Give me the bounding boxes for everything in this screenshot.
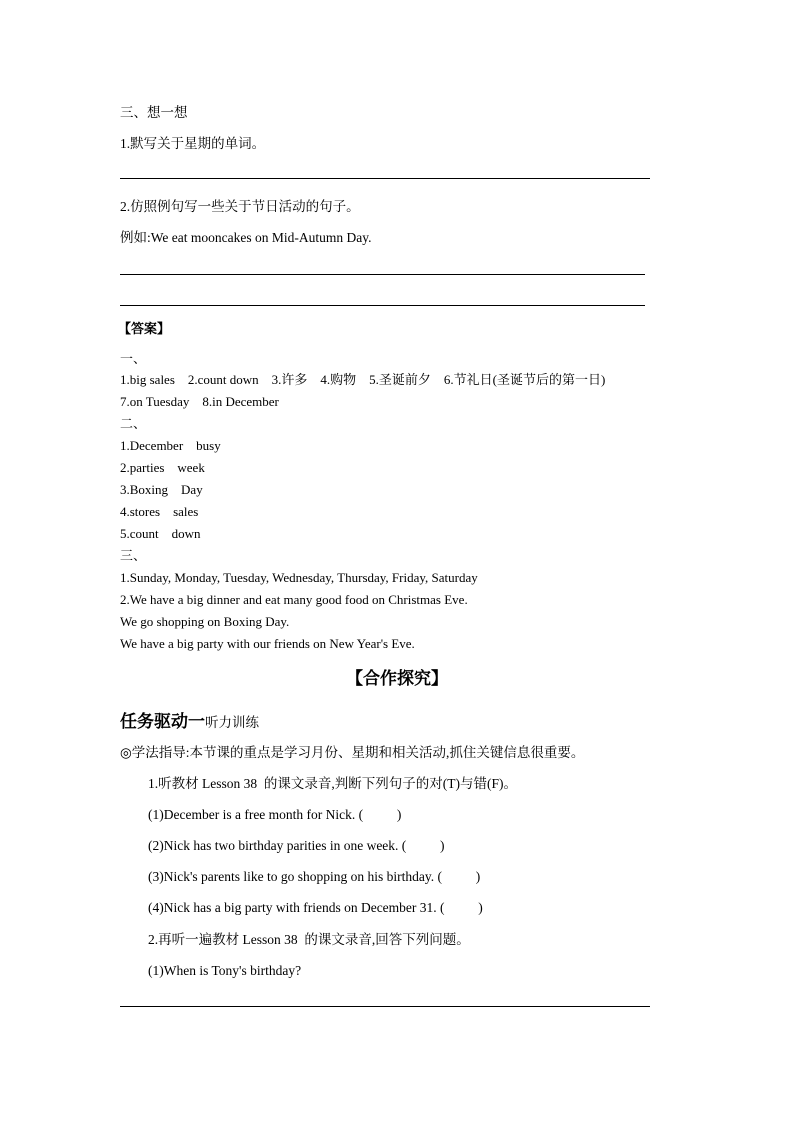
answers-section-3-line: We have a big party with our friends on New Year's Eve.	[120, 636, 415, 651]
answers-section-2-line: 5.count down	[120, 526, 201, 541]
answers-section-1: 一、	[120, 351, 147, 366]
task-heading	[120, 707, 259, 732]
answer-line[interactable]	[120, 305, 645, 306]
answers-section-3: 三、	[120, 548, 147, 563]
part3-question-1: 1.默写关于星期的单词。	[120, 136, 266, 151]
answers-section-2-line: 2.parties week	[120, 460, 205, 475]
task-heading-main: 任务驱动一	[120, 712, 205, 732]
tf-item: (4)Nick has a big party with friends on December 31. ( )	[148, 900, 483, 915]
section-title: 【合作探究】	[346, 669, 448, 689]
part3-heading: 三、想一想	[120, 105, 188, 120]
answers-section-3-line: We go shopping on Boxing Day.	[120, 614, 290, 629]
answers-section-2-line: 1.December busy	[120, 438, 221, 453]
answers-section-2-line: 4.stores sales	[120, 504, 199, 519]
answers-section-1-line-2: 7.on Tuesday 8.in December	[120, 394, 279, 409]
answers-section-2: 二、	[120, 416, 147, 431]
question-item: (1)When is Tony's birthday?	[148, 963, 302, 978]
tf-item: (2)Nick has two birthday parities in one week. ( )	[148, 838, 445, 853]
part3-example: 例如:We eat mooncakes on Mid-Autumn Day.	[120, 230, 372, 245]
answers-label: 【答案】	[118, 322, 171, 337]
answer-line[interactable]	[120, 1006, 650, 1007]
answers-section-3-line: 2.We have a big dinner and eat many good food on Christmas Eve.	[120, 592, 468, 607]
tf-item: (1)December is a free month for Nick. ( )	[148, 807, 402, 822]
answer-line[interactable]	[120, 178, 650, 179]
answer-line[interactable]	[120, 274, 645, 275]
answers-section-3-line: 1.Sunday, Monday, Tuesday, Wednesday, Thursday, Friday, Saturday	[120, 570, 478, 585]
tf-item: (3)Nick's parents like to go shopping on his birthday. ( )	[148, 869, 481, 884]
answers-section-1-line-1: 1.big sales 2.count down 3.许多 4.购物 5.圣诞前夕 6.节礼日(圣诞节后的第一日)	[120, 372, 606, 387]
part3-question-2: 2.仿照例句写一些关于节日活动的句子。	[120, 199, 360, 214]
listening-question-2: 2.再听一遍教材 Lesson 38 的课文录音,回答下列问题。	[148, 932, 470, 947]
answers-section-2-line: 3.Boxing Day	[120, 482, 203, 497]
listening-question-1: 1.听教材 Lesson 38 的课文录音,判断下列句子的对(T)与错(F)。	[148, 776, 517, 791]
study-guide: ◎学法指导:本节课的重点是学习月份、星期和相关活动,抓住关键信息很重要。	[120, 745, 585, 760]
task-heading-sub: 听力训练	[205, 715, 259, 730]
